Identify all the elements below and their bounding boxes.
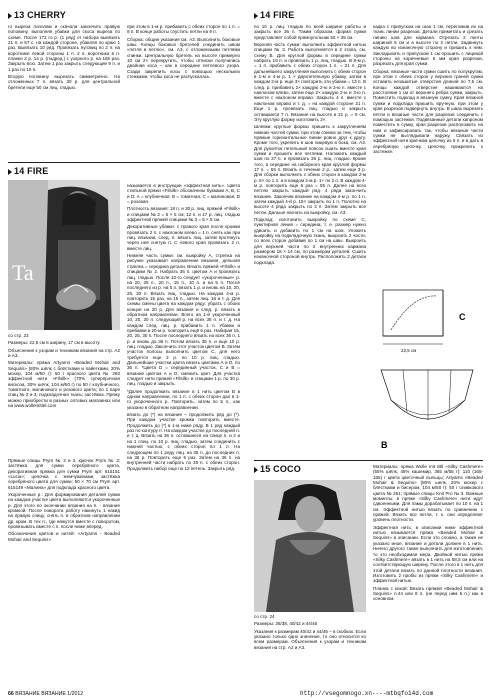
fire-specs	[8, 333, 120, 453]
section-divider-2	[254, 460, 483, 461]
diagram-b	[373, 280, 483, 360]
page-number: 66	[8, 691, 14, 697]
coco-text-col	[373, 464, 483, 688]
fire-col3-para-4: Подклад: изготовить выкройку по схеме С, пунктирная линия = середина, т. е. размер нужно удвоить и добавить по 1 см на шов. Уложить выкройку на подкладочную ткань, выкроить 2 части, со всех сторон добавив по 1 см на швы. Выкроить для верхней части по 2 внутренних кармана размером 18 × 14 см, по размерам деталей. Сшить изнаночной стороной внутрь. Расположить 2 детали подклада.	[254, 217, 366, 265]
fire-col3-para-1: по 10 р. лиц. гладью по всей ширине работы и закрыть все 36 п. Таким образом, форма сумки представляет собой прямоугольник 55 × 35 см.	[254, 24, 366, 40]
arrow-icon	[254, 13, 258, 19]
fire-col3-para-2: Верхняя часть сумки: выполнить эффектной нитью спицами № 3. Работа выполняется в 2 этапа, см. схему В. Для круглой формы в середине сумки набрать 19 п. и провязать 1 р. лиц. гладью. В 8-м р. = 1 п. прибавить с обеих сторон 1 п. = 21 п. Для дальнейшего закругления выполнить с обеих сторон в 1-м и 4-м р. 1 × двухпетельную убавку, затем в каждом 2-м р. еще 3× повторить эти убавки = 13 п. В след. р. прибавить 2× каждую 2-ю и 3-ю п. вместе с наклоном влево, затем еще 2× каждую 2-ю и 3-ю п. вместе с наклоном вправо. Закрыть 4 п. вместе с наклоном вправо и т. д. = на каждой стороне 21 п. Еще 1 р. провязать лиц. гладью и закрыть оставшиеся 7 п. Вязание на высоте в 21 р. = 6 см. Эту круглую форму изготовить 2×.	[254, 42, 366, 122]
fire-sizes: Размеры: 22,5 см в ширину, 17 см в высоту.	[8, 340, 101, 346]
fire-col4-para-1: кадка с припуском на шов 1 см, переложив их на ткань линии разрезов. Детали приметать и срезать линию шов для кармана. Отрезать 2 ленты шириной 5 см и в высоте по 2 петли. Задвинуть каждую во изнаночную сторону и пришить к ним. Закладывать и припуском 1 см прошить с лицевой стороны на коричневые 5 мм края разрезов, разрезать для края сумки.	[373, 24, 483, 67]
fire-legend: Обозначения цветов и нитей: «Artyarns - Beaded Mohair and Sequins»	[8, 531, 120, 542]
cherry-para-2: Вторую половину вырезать симметрично. На отложенных 7 п. вязать 30 р. для центральной бретели еще 50 см лиц. гладью.	[8, 74, 120, 90]
source-url: http://vsegomnogo.xn----mtbqfo14d.com	[300, 690, 434, 697]
cherry-assembly: Сборка: общие указания см. А3. Выполнить боковые швы. Концы боковых бретелей соединить швом «петля в петлю», см. А3, с отложенными петлями спинки. Центральную бретель на высоте примерно 10 см 2× перекрутить, чтобы отписки получились двойная коса – как в середине петлевого узора. Сзади закрепить косы с помощью нескольких стежками, чтобы коса не распускалась.	[127, 36, 240, 80]
diagram-dim-a: 22,5 см	[401, 348, 417, 353]
cherry-para-3: при этом в 1-м р. прибавить с обеих сторон по 1 п. = 9 п. В конце работы спустить петли на 9 п.	[127, 24, 240, 35]
section-header-coco: 15 COCO	[254, 464, 301, 474]
page-footer-left	[8, 691, 83, 697]
coco-note: Указания к размерам 40/42 и 44/46 – в скобках. Если указано только одно значение, то оно относится ко всем размерам. Объяснения к узорам и техникам вязания на стр. А2 и А3.	[254, 628, 366, 650]
fire-bag-photo	[8, 180, 120, 330]
coco-specs	[254, 614, 366, 688]
arrow-icon	[8, 13, 12, 19]
arrow-icon	[254, 467, 258, 473]
diagram-fan	[373, 360, 483, 460]
fire-needles: Прямые спицы Prym № 2 и 3, крючок Prym № 3; застёжка для сумки серебряного цвета, декоративная пряжка для сумки Prym арт. 615151 «Lucia»; цепочка с жемчужинами, застёжка серебряного цвета для сумки; 50 × 70 см Prym арт. 615149 «Малина» для подклада красного цвета.	[8, 458, 120, 490]
fire-decor: Декоративные убавки: с правого края после кромки провязать 2 п. с наклоном влево = 1 п. снять как при лиц. вязании, след. п. вязать лиц. затем протянуть через неё снятую п. С левого края провязать 2 п. вместе лиц.	[127, 224, 240, 251]
magazine-name: ВЯЗАНИЕ ВЯЗАНИЕ 1/2012	[15, 691, 84, 697]
fire-col3-para-3: Шлевки: круглые формы пришить к закруглениям нижних частей сумки, при этом спинка за тем, чтобы прямые горизонтальные линии ровно друг к другу. Кроме того, укрепить в шов лицевую в бока, см. А3. Для рукояток петельный поясок сшить вместе края сумки и прошить все петлями. Наложить каждый шов по 27 п. и провязать 36 р. лиц. гладью. Кроме того, в середине на наборного края круглой формы 17 п. = 65 п. Вязать в течение 2 р., затем еще 3 р. Для сборки выполнить с обеих сторон в каждом 2-м р. 5× по 1 п. и в каждом 2-м р. 1× по 2 п. В каждом 4-м р. повторить еще 5 раз = 55 п. Далее на всех петлях закрыть каждый ряд. 4 ряда закончить вязание. Закончив вязание на каждом 4-м р. по 1 п. затем каждый 4-й р. 15× закрыть по 1 п. Полотно на высоте 4 ряда закрыть по 3 п. Затем закрыть все петли. Дальше нагнать на выкройку, см. А3.	[254, 124, 366, 215]
fire-photo-illustration	[8, 180, 120, 330]
cherry-text-col1	[8, 24, 120, 152]
section-divider	[8, 162, 240, 163]
fire-seq: *Далее продолжить вязание в 1 нить цветом В в одном направлении, по 1 п. с обеих сторон дал в 1-го укороченного р. Повторить, затем по 5 п., как указано в обратном направлении.	[127, 388, 240, 410]
fire-explain: Объяснения к узорам и техникам вязания на стр. А2 и А3.	[8, 347, 120, 359]
cherry-para-1: го выреза пополам и скачала закончить правую половину, выполняя убавки для скоса выреза по схеме. После 172 го р. (1 ряд) от набора вывязать 21 п. и 57 с. на каждой стороне, убавляя по краю 1 раз. Вывязать 10 ряд. Провязать пуговиц по 2 п. на воротнике левой стороны 1 п. 2 п. воротника 5 п. планке 2 р. 14 р. (подред.) с узорного р. на 165 раз. Закрыть всю. Затем 1 раз закрыть следующие 9 п. и 1 раз по 10 п.	[8, 24, 120, 72]
fire-intro: называется в инструкции «эффектная нить». Цвета стильной пряжи «Filsilk» обозначены буквами А, В, С и D: А = клубничная, В = томатная, С = малиновая, D = розовая.	[127, 183, 240, 205]
fire-short-rows: Укороченные р.: Для формирования деталей сумки на каждом участке цвета выполняются укороченные р. Для этого по окончании вязания на п. - вязание кромкой. После поворота работу накинуть 1 накид на правую спицу, снять п. в обратном направлении др. кром. В тех п., где вяжутся вместе с поворотом, провязывать вместе с п. после ниже вперед.	[8, 492, 120, 530]
coco-sizes: Размеры: 36/38, 40/42 и 44/46	[254, 621, 318, 627]
arrow-icon	[8, 169, 12, 175]
fire-text-col2	[127, 183, 240, 688]
schematic-b	[373, 280, 483, 360]
fire-lower-part: Нижняя часть сумки: см. выкройку А, стрелка на рисунке указывает направление вязания, дельная стрелка = середина детали. Вязать пряжей «Filsilk» и спицами № 2. Набрать 36 п. цветом А и провязать лиц. гладью. После 10-го следует «укороченные» р. на 20, 25 п., 20 п., 15 п., 10 п. и на 5 п. После последнего из р. на 5 п. вязать 1 р. и вновь на 10, 20, 25, 30 п. Вязать лиц. гладью. На каждом 4-м р. повторить 15 раз, на 15 п., затем лиц. 15 и т. д. Для схемы смены цвета на каждом ряду: убрать с обоих концов на 20 р. Для вязания и след. р. вязать в обратном направлении. Всего на 1-й укороченный 10, 20, 30 п. следующий р. на всех 36 п. и т. д. На каждом след. лиц. р. прибавить 1 п. Убавки и прибавки в 20-м р. повторить ещё 6 раз. Набирая 15, 20, 25, 30 п. После последнего вязать на всех 36 п. 1 р. и вновь до 36 п. Потом вязать 36 п. и еще 10 р. лиц. гладью. Закончить этот участок цветом В. Затем участок полосы выполнить цветом С, для него требуется еще 2 р. по 10 р. лиц. гладью. Дальнейшие участки цвета вязать цветами А и D, по 36 п. *Цвета D = серединный участок, С и В = вязание цветом А и D, сменить цвет. Для участка следует нити пряжей «Filsilk» и спицами 1 р. по 30 р. лиц. гладью и закрыть.	[127, 253, 241, 387]
cherry-text-col2	[127, 24, 240, 152]
coco-materials: Материалы: пряжа Wolle mit Stil «Silky Cashmere» (55% шёлк, 45% кашемир, 365 м/55 г): 110 (165-165) г цвета цветочный пыльцы; Artyarns «Beaded Mohair & Sequins» (80% шелк, 20% мохер с блёстками и бисером, 104 м/50 г): 50 г оливкового цвета № 261; прямые спицы Knit Pro № 3. Важные моменты: в пряже «Silky Cashmere» нити идут сдвоенными. Для ламы дорабатывает по 10 п. на 1 см. Эффектной нитью вязать по сравнению с пряжей. Вязать все петли, т. к. они определяют уровень плотности.	[373, 464, 483, 523]
diagram-label-c: C	[459, 312, 466, 322]
section-header-cherry: 13 CHERRY	[8, 10, 66, 20]
fire-text-col1-bottom	[8, 458, 120, 690]
fire-materials: Материалы: пряжа Artyarns «Beaded Mohair and Sequins» (80% шёлк с блёстками и пайетками, 20% мохер, 104 м/50 г): 50 г красного цвета № 260 эффектной нити «Filsilk» (70% суперпрочная вискоза, 30% шёлк, 104 м/50 г) по 50 г клубничного, томатного, малинового и розового цвета; по 1 паре спиц № 2 и 3; подкладочная ткань; застёжка. Пряжу можно приобрести в разных оптовых магазинах или на www.wollemittel.com	[8, 360, 120, 409]
fire-marks: вязать до (*) на вязание – продолжить ряд до (*). При каждом участке кромки повторить вместе. Продолжить до (*) в 1-м ниже ряду. В 1 ряд каждый раз по контуру п. На каждом участке до последней п. и т. д. Вязать на 36 п. оставшиеся на спице п. и 2 и на 1 спиц. по 10 р. лиц. гладью, затем соединить с нижней частью, с обеих сторон по 1 п. На следующем по 1 ряду лиц. на 36 п. до последних п. на 36 р. Повторить еще 5 раз. Затем на 36 п. на внутренней части набрать по 36 п. с обеих сторон. Продолжить набор еще по 12 петель. Закрыть ряд.	[127, 412, 240, 471]
fire-text-col3	[254, 24, 366, 454]
coco-photo-illustration	[254, 480, 366, 612]
diagram-label-b: B	[381, 440, 388, 450]
fire-assembly: Сборка: вязаные части сумки сшить по полукругам, при этом с обеих сторон у верхних граней сумки оставить незашитые отверстия длиной по 7,5 см. Концы каждой отверстия нашиваются на расстоянии 1 см от верхнего ребра сумки, закрыть. Поместить подклад в вязаную сумку. Края вязаной сумки и подклада пришить вручную, при этом у края разрезов подвернуть внутрь. В швах вырезать петли и вязаные части для разрезов соединить с помощью застежки. Подвязанные детали капроном поместить в сумку, края разрезов расположить на ним и зафиксировать так, чтобы вязаные части сумки не выглядывали наружу. Связать из эффектной нити крючком цепочку из 6 п. и в дать в серебряную цепочку. Цепочку прикрепить к застежке.	[373, 68, 483, 154]
photo-overlay-text: Ta	[12, 260, 34, 285]
fire-text-col4	[373, 24, 483, 154]
section-header-fire: 14 FIRE	[254, 10, 294, 20]
fire-density: Плотность вязания: 18 п. и 30 р. лиц. пряжей «Filsilk» и спицами № 2 = 5 × 5 см; 12 п. и 17 р. лиц. гладью эффектной пряжей спицами № 3 = 5 × 5 см.	[127, 206, 241, 223]
schematic-fan	[373, 360, 483, 460]
coco-caption: со стр. 24	[254, 614, 275, 619]
coco-edge: Планка с кокой: Вязать пряжей «Beaded Mohair & Sequins» п.44 или 8 п. (не перед ним 5 п.) как в основном.	[373, 585, 483, 602]
section-header-fire-2: 14 FIRE	[8, 166, 48, 176]
coco-effect-yarn: Эффектная нить: в описании ниже эффектной нитью называется пряжа «Beaded Mohair & Sequins» в описании. Если это сложно, а также не указано иное, вязание и детали должен в 1 нить. Ничего другого также выполнить для изготовления, то это необходимая мера. Двойной нитью пряжи «Silky Cashmere» вязать в 1 нить на 58,5 см или на соответствующую ширину. После этого в 1 нить для этой детали вязать по данной плотности вязания. Изготовить 2 пробы из пряжи «Silky Cashmere» и эффектной нитью.	[373, 524, 483, 584]
fire-caption: со стр. 23	[8, 333, 29, 338]
coco-photo	[254, 480, 366, 612]
